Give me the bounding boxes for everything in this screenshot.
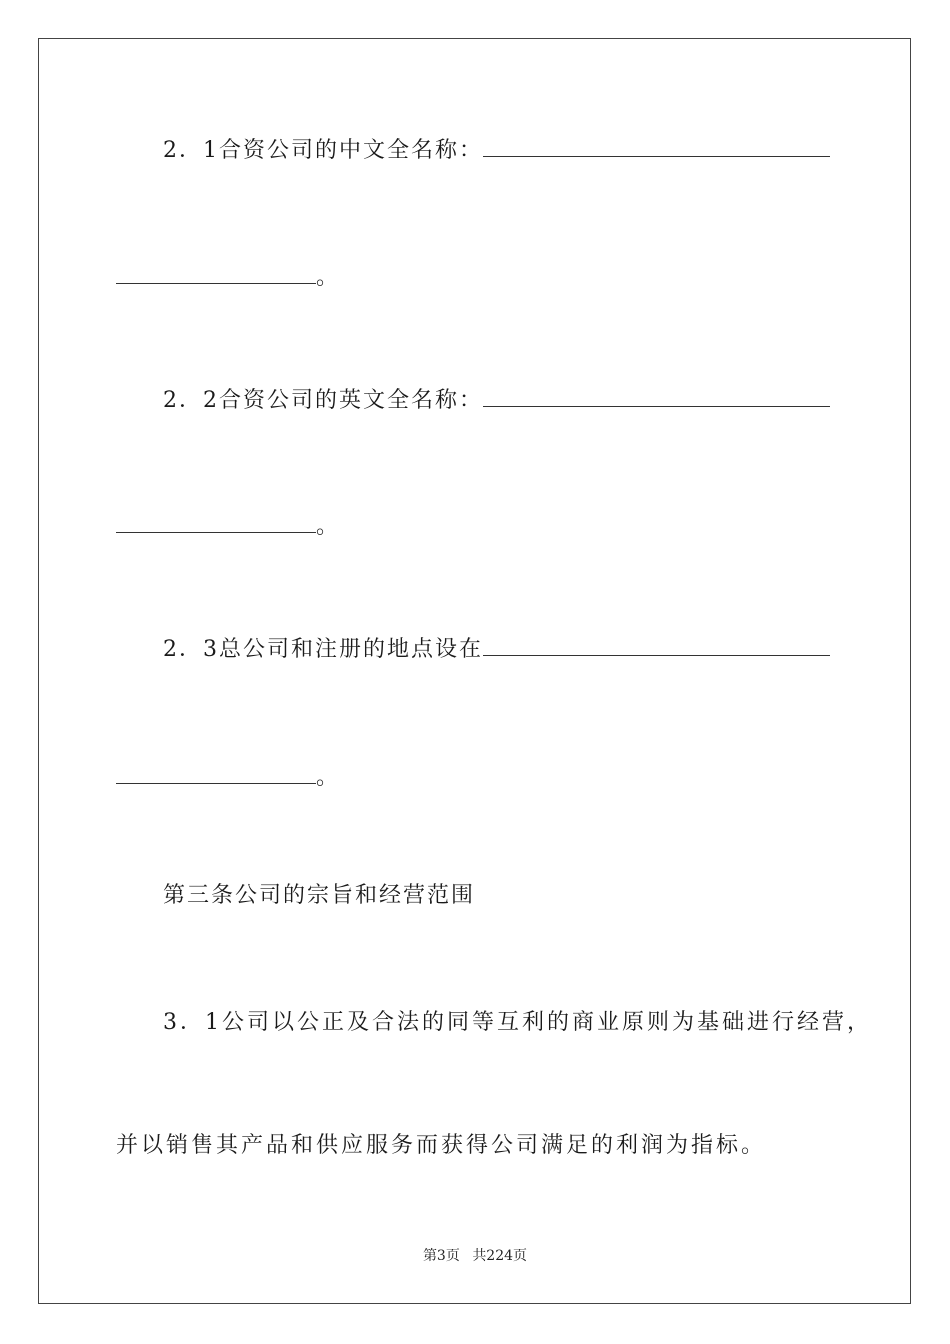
article-3-heading	[163, 882, 475, 910]
clause-2-3-continuation	[116, 763, 340, 792]
clause-3-1-text: 3．1公司以公正及合法的同等互利的商业原则为基础进行经营，	[163, 1010, 872, 1035]
clause-3-1	[163, 1009, 872, 1037]
blank-line	[483, 386, 830, 407]
total-pages: 共224页	[472, 1248, 528, 1264]
page-footer	[0, 1247, 950, 1265]
page-number: 第3页	[422, 1248, 460, 1264]
blank-line	[116, 512, 316, 533]
clause-2-1-continuation	[116, 263, 340, 292]
blank-line	[116, 263, 316, 284]
clause-3-1-continuation	[116, 1132, 766, 1160]
page-frame	[38, 38, 911, 1304]
clause-2-1-end: 。	[316, 265, 341, 290]
clause-2-1	[163, 136, 830, 165]
blank-line	[483, 136, 830, 157]
blank-line	[483, 635, 830, 656]
clause-2-2-continuation	[116, 512, 340, 541]
clause-2-1-text: 2．1合资公司的中文全名称：	[163, 138, 483, 163]
clause-2-2-end: 。	[316, 514, 341, 539]
clause-2-3-end: 。	[316, 765, 341, 790]
clause-2-3-text: 2．3总公司和注册的地点设在	[163, 637, 483, 662]
clause-2-3	[163, 635, 830, 664]
article-3-heading-text: 第三条公司的宗旨和经营范围	[163, 883, 476, 908]
clause-2-2-text: 2．2合资公司的英文全名称：	[163, 388, 483, 413]
clause-2-2	[163, 386, 830, 415]
clause-3-1-continuation-text: 并以销售其产品和供应服务而获得公司满足的利润为指标。	[116, 1133, 767, 1158]
blank-line	[116, 763, 316, 784]
